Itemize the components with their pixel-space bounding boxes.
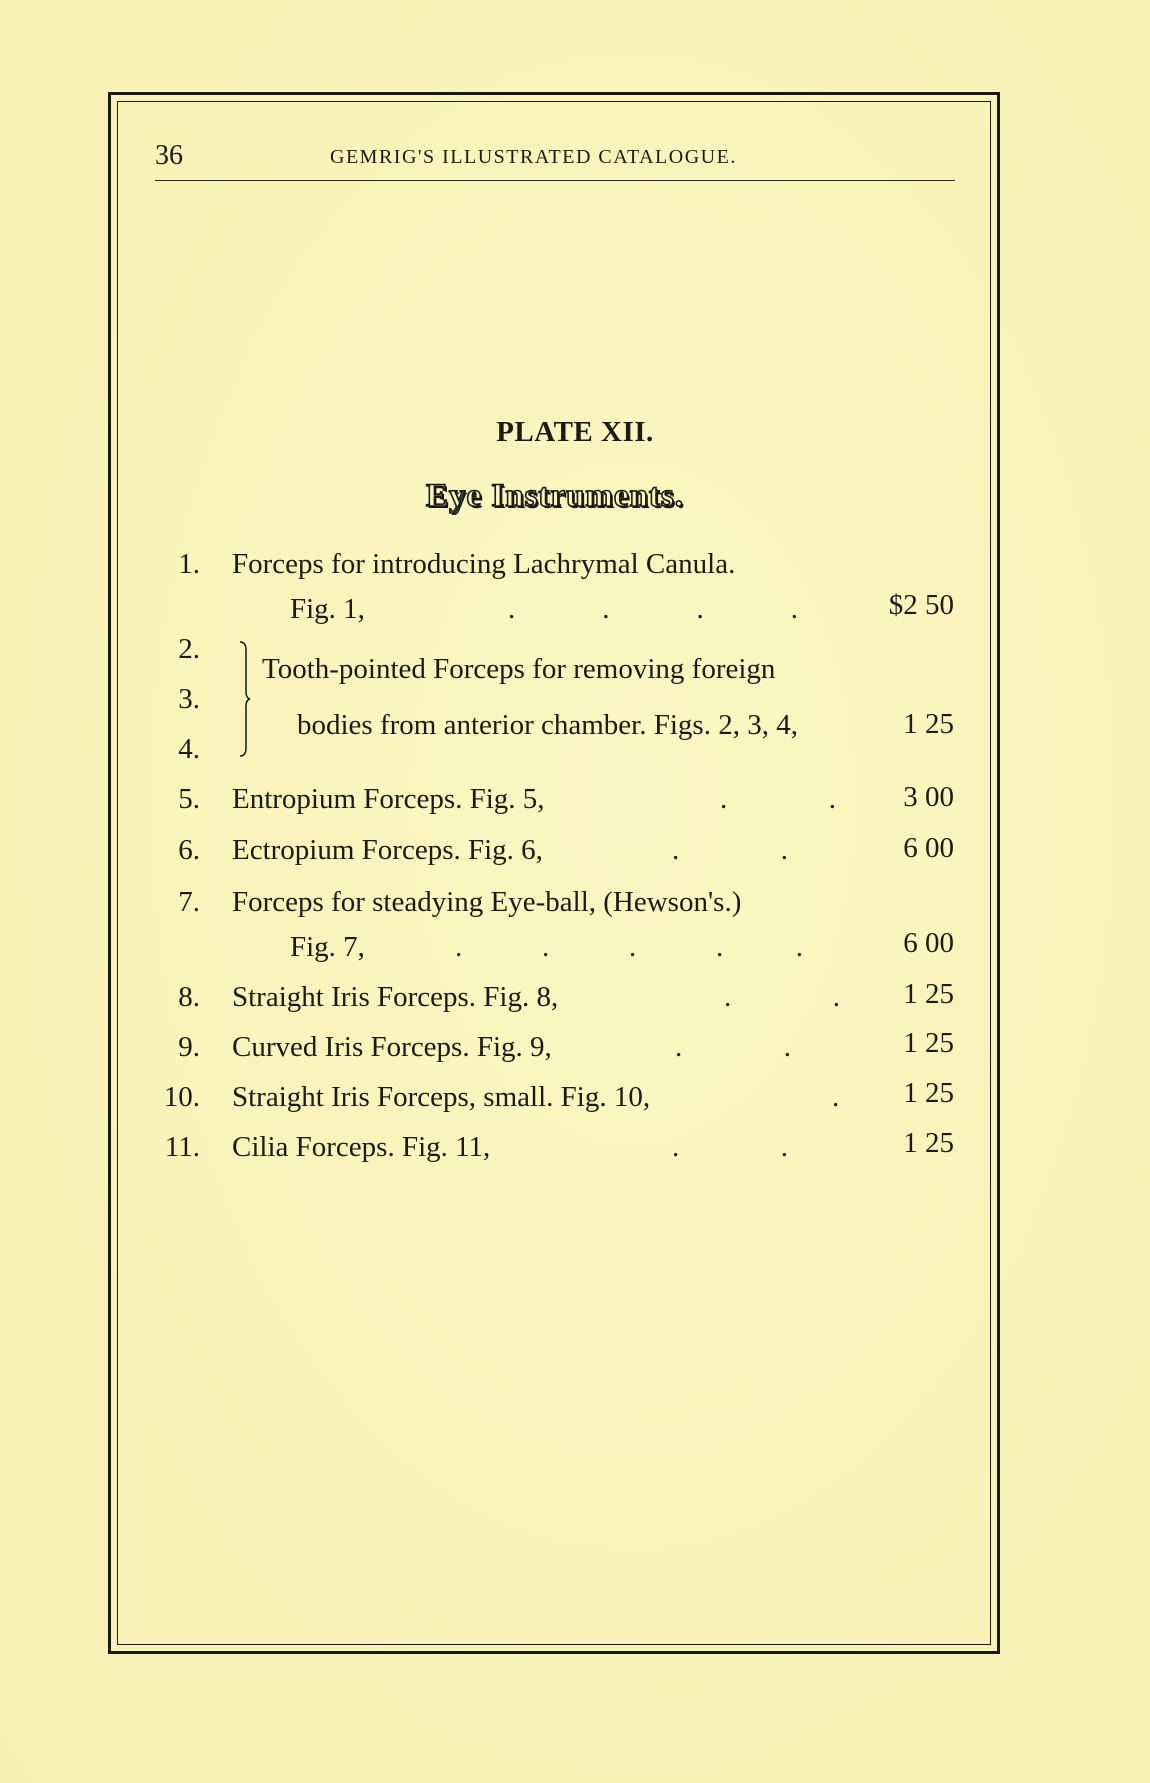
running-title: GEMRIG'S ILLUSTRATED CATALOGUE. [330,146,737,168]
item-description: Forceps for steadying Eye-ball, (Hewson's.) [232,886,742,918]
item-number: 2. [178,633,200,665]
item-description: Ectropium Forceps. Fig. 6, [232,834,543,866]
item-description: Forceps for introducing Lachrymal Canula. [232,548,736,580]
item-description: Curved Iris Forceps. Fig. 9, [232,1031,552,1063]
item-number: 1. [178,548,200,580]
item-description: Straight Iris Forceps. Fig. 8, [232,981,559,1013]
item-number: 9. [178,1031,200,1063]
item-number: 10. [163,1081,200,1113]
item-description: Cilia Forceps. Fig. 11, [232,1131,491,1163]
item-price: 6 00 [903,927,954,959]
item-price: 1 25 [903,1077,954,1109]
item-price: 1 25 [903,1127,954,1159]
leader-dots: . . . . . [455,931,803,963]
leader-dots: . . [675,1031,791,1063]
plate-title: PLATE XII. [496,416,654,448]
item-figure: Fig. 1, [290,593,365,625]
leader-dots: . . [724,981,840,1013]
item-figure: bodies from anterior chamber. Figs. 2, 3, 4, [297,709,798,741]
leader-dots: . . [720,783,836,815]
page-number: 36 [155,140,183,171]
item-price: 1 25 [903,1027,954,1059]
item-price: $2 50 [888,589,954,621]
item-number: 7. [178,886,200,918]
item-figure: Fig. 7, [290,931,365,963]
item-price: 3 00 [903,781,954,813]
item-number: 4. [178,733,200,765]
leader-dots: . . [672,1131,788,1163]
item-number: 5. [178,783,200,815]
item-description: Tooth-pointed Forceps for removing foreign [262,653,776,685]
page-border-inner [117,101,991,1645]
item-number: 6. [178,834,200,866]
leader-dots: . . . . [508,593,798,625]
item-price: 1 25 [903,978,954,1010]
item-number: 3. [178,683,200,715]
bracket-brace [238,640,252,758]
item-description: Entropium Forceps. Fig. 5, [232,783,545,815]
section-title: Eye Instruments. [425,478,684,514]
leader-dots: . [832,1081,840,1113]
item-description: Straight Iris Forceps, small. Fig. 10, [232,1081,651,1113]
item-price: 6 00 [903,832,954,864]
page-header [155,140,955,181]
item-price: 1 25 [903,708,954,740]
item-number: 11. [164,1131,200,1163]
leader-dots: . . [672,834,788,866]
item-number: 8. [178,981,200,1013]
